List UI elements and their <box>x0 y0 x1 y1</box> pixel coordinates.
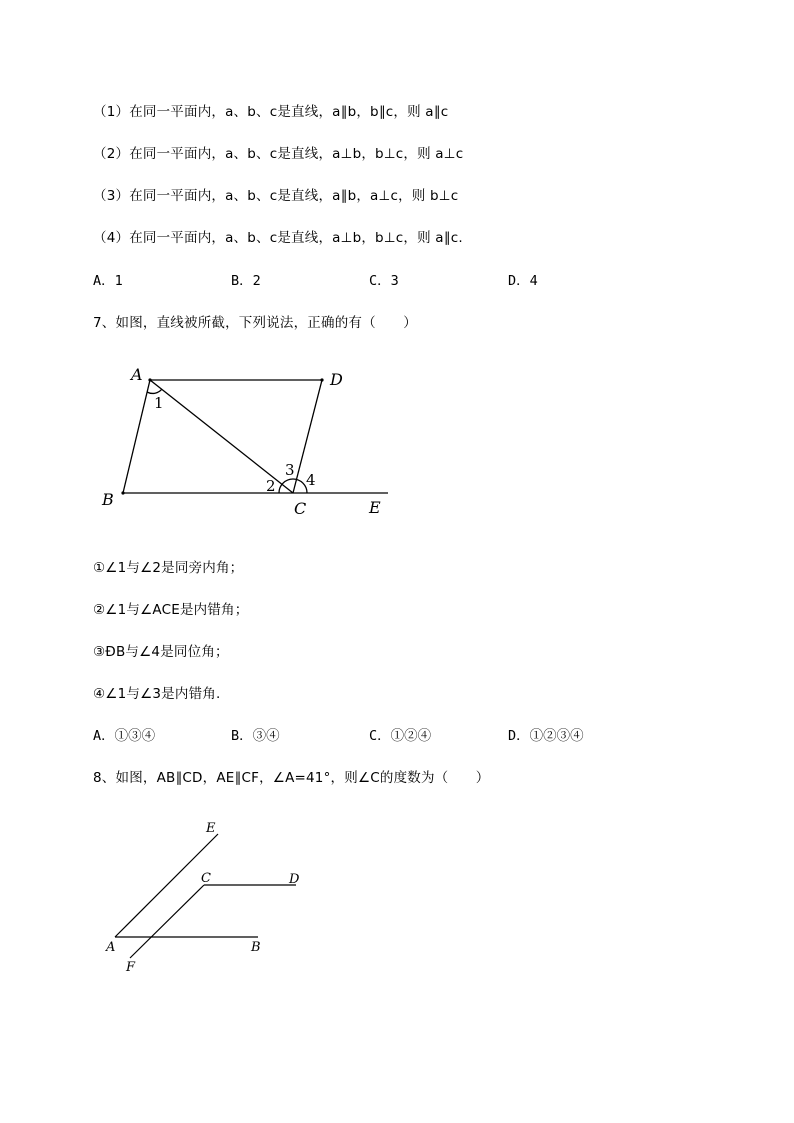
angle-label-4: 4 <box>306 471 316 489</box>
label-a: A <box>106 940 116 955</box>
q7-option-a: A．①③④ <box>93 728 156 744</box>
q6-option-d: D．4 <box>508 273 538 289</box>
q7-option-b: B．③④ <box>231 728 280 744</box>
q6-statement-3: （3）在同一平面内，a、b、c是直线，a∥b，a⊥c，则 b⊥c <box>93 188 459 204</box>
label-e: E <box>369 498 381 517</box>
q8-figure <box>100 815 310 980</box>
angle-label-2: 2 <box>266 477 276 495</box>
q7-option-c: C．①②④ <box>369 728 432 744</box>
label-b: B <box>251 940 261 955</box>
label-e: E <box>206 821 216 836</box>
q7-figure <box>95 360 395 520</box>
segment-ab <box>123 380 150 493</box>
line-cf <box>130 885 204 958</box>
q6-statement-4: （4）在同一平面内，a、b、c是直线，a⊥b，b⊥c，则 a∥c. <box>93 230 463 246</box>
q7-option-d: D．①②③④ <box>508 728 584 744</box>
q6-option-b: B．2 <box>231 273 261 289</box>
q6-option-a: A．1 <box>93 273 123 289</box>
q6-statement-1: （1）在同一平面内，a、b、c是直线，a∥b，b∥c，则 a∥c <box>93 104 449 120</box>
q7-statement-1: ①∠1与∠2是同旁内角； <box>93 560 244 576</box>
label-f: F <box>126 960 136 975</box>
q7-statement-2: ②∠1与∠ACE是内错角； <box>93 602 249 618</box>
label-a: A <box>131 365 143 384</box>
q8-question: 8、如图，AB∥CD，AE∥CF，∠A=41°，则∠C的度数为（ ） <box>93 770 490 786</box>
angle-label-3: 3 <box>285 461 295 479</box>
q7-statement-3: ③ÐB与∠4是同位角； <box>93 644 229 660</box>
q6-option-c: C．3 <box>369 273 399 289</box>
q6-statement-2: （2）在同一平面内，a、b、c是直线，a⊥b，b⊥c，则 a⊥c <box>93 146 464 162</box>
label-d: D <box>289 872 300 887</box>
label-c: C <box>201 871 211 886</box>
q7-statement-4: ④∠1与∠3是内错角. <box>93 686 221 702</box>
angle-1-arc <box>147 389 162 393</box>
label-d: D <box>330 370 343 389</box>
angle-label-1: 1 <box>154 394 164 412</box>
label-c: C <box>294 499 307 518</box>
label-b: B <box>102 490 114 509</box>
q7-question: 7、如图，直线被所截，下列说法，正确的有（ ） <box>93 315 417 331</box>
